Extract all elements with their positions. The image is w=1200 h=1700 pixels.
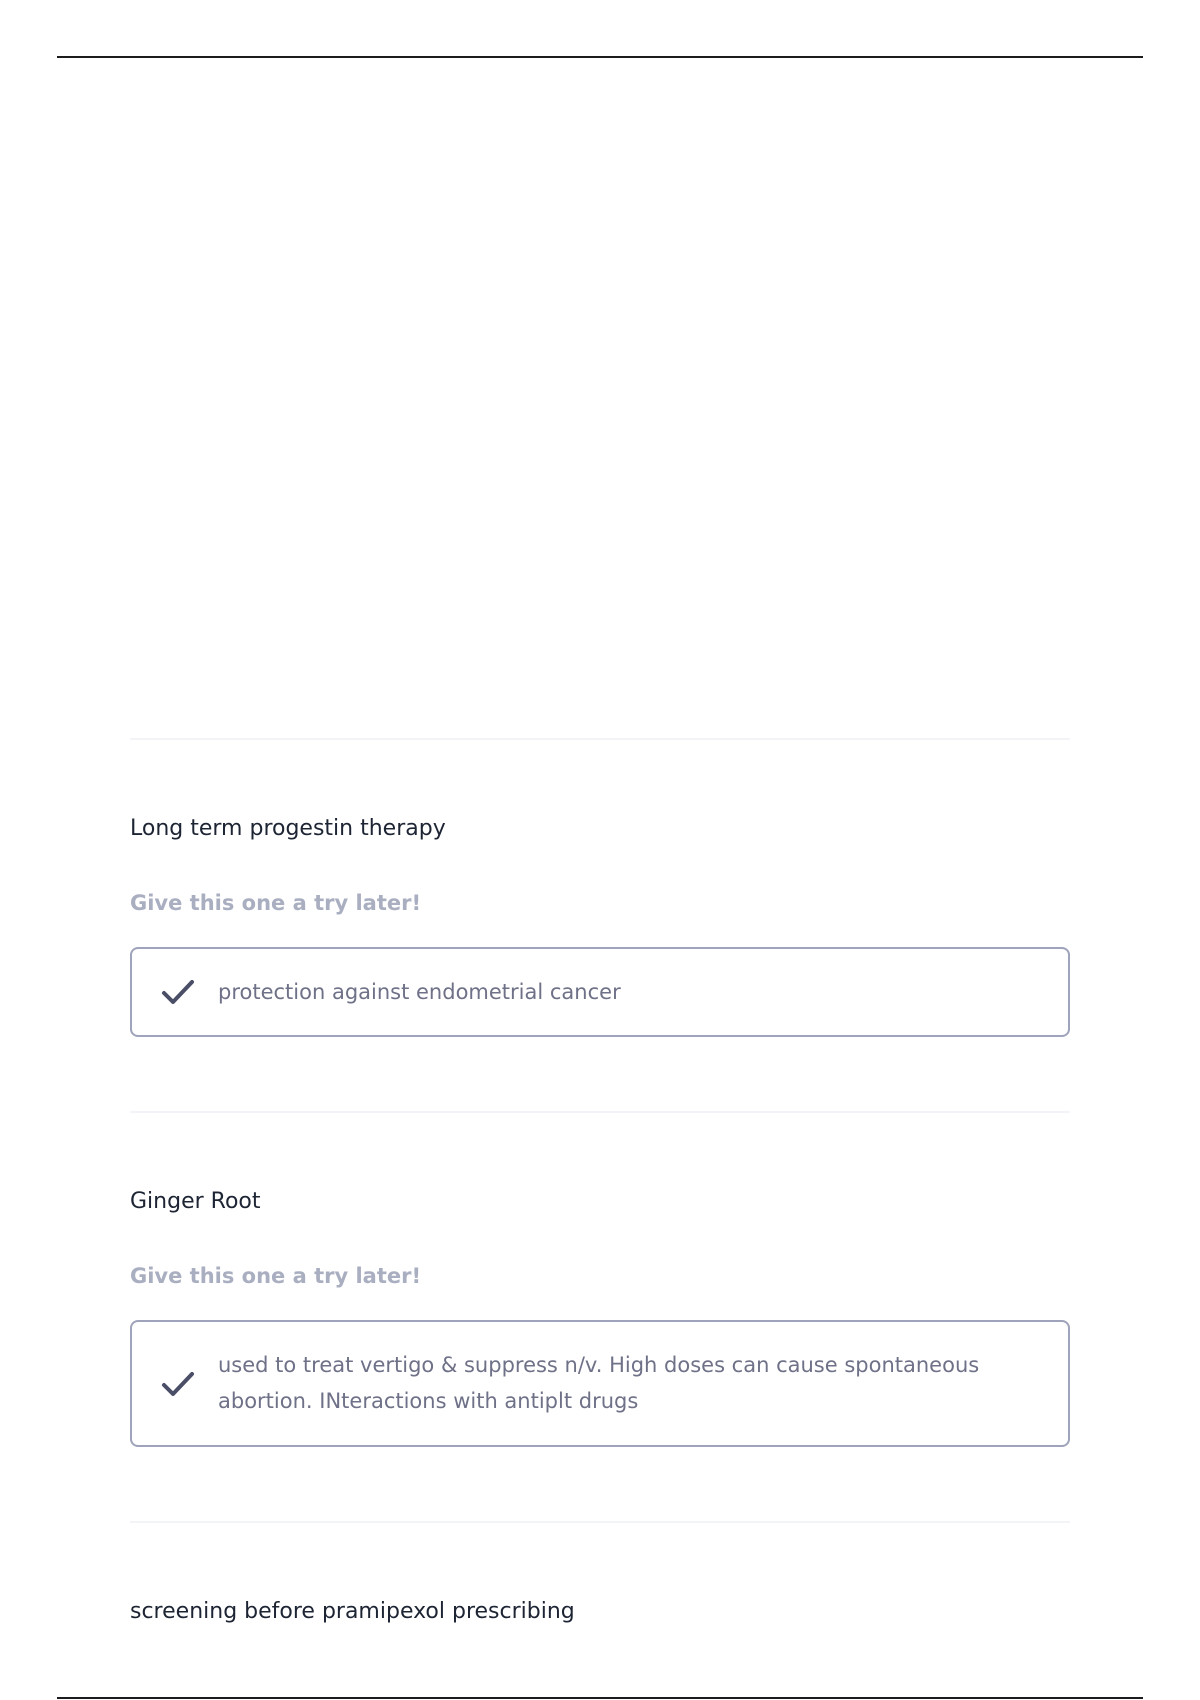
page-top-rule	[57, 56, 1143, 58]
answer-text: used to treat vertigo & suppress n/v. High doses can cause spontaneous abortion. INteractions with antiplt drugs	[218, 1353, 980, 1413]
card-term: screening before pramipexol prescribing	[130, 1599, 575, 1624]
card-hint: Give this one a try later!	[130, 1264, 422, 1288]
answer-text: protection against endometrial cancer	[218, 980, 621, 1004]
check-icon	[158, 972, 198, 1012]
page-bottom-rule	[57, 1697, 1143, 1699]
card-hint: Give this one a try later!	[130, 891, 422, 915]
card-divider	[130, 738, 1070, 740]
check-icon	[158, 1364, 198, 1404]
card-divider	[130, 1111, 1070, 1113]
answer-box[interactable]	[130, 1320, 1070, 1447]
card-term: Long term progestin therapy	[130, 816, 446, 841]
answer-box[interactable]	[130, 947, 1070, 1037]
card-term: Ginger Root	[130, 1189, 261, 1214]
card-divider	[130, 1521, 1070, 1523]
